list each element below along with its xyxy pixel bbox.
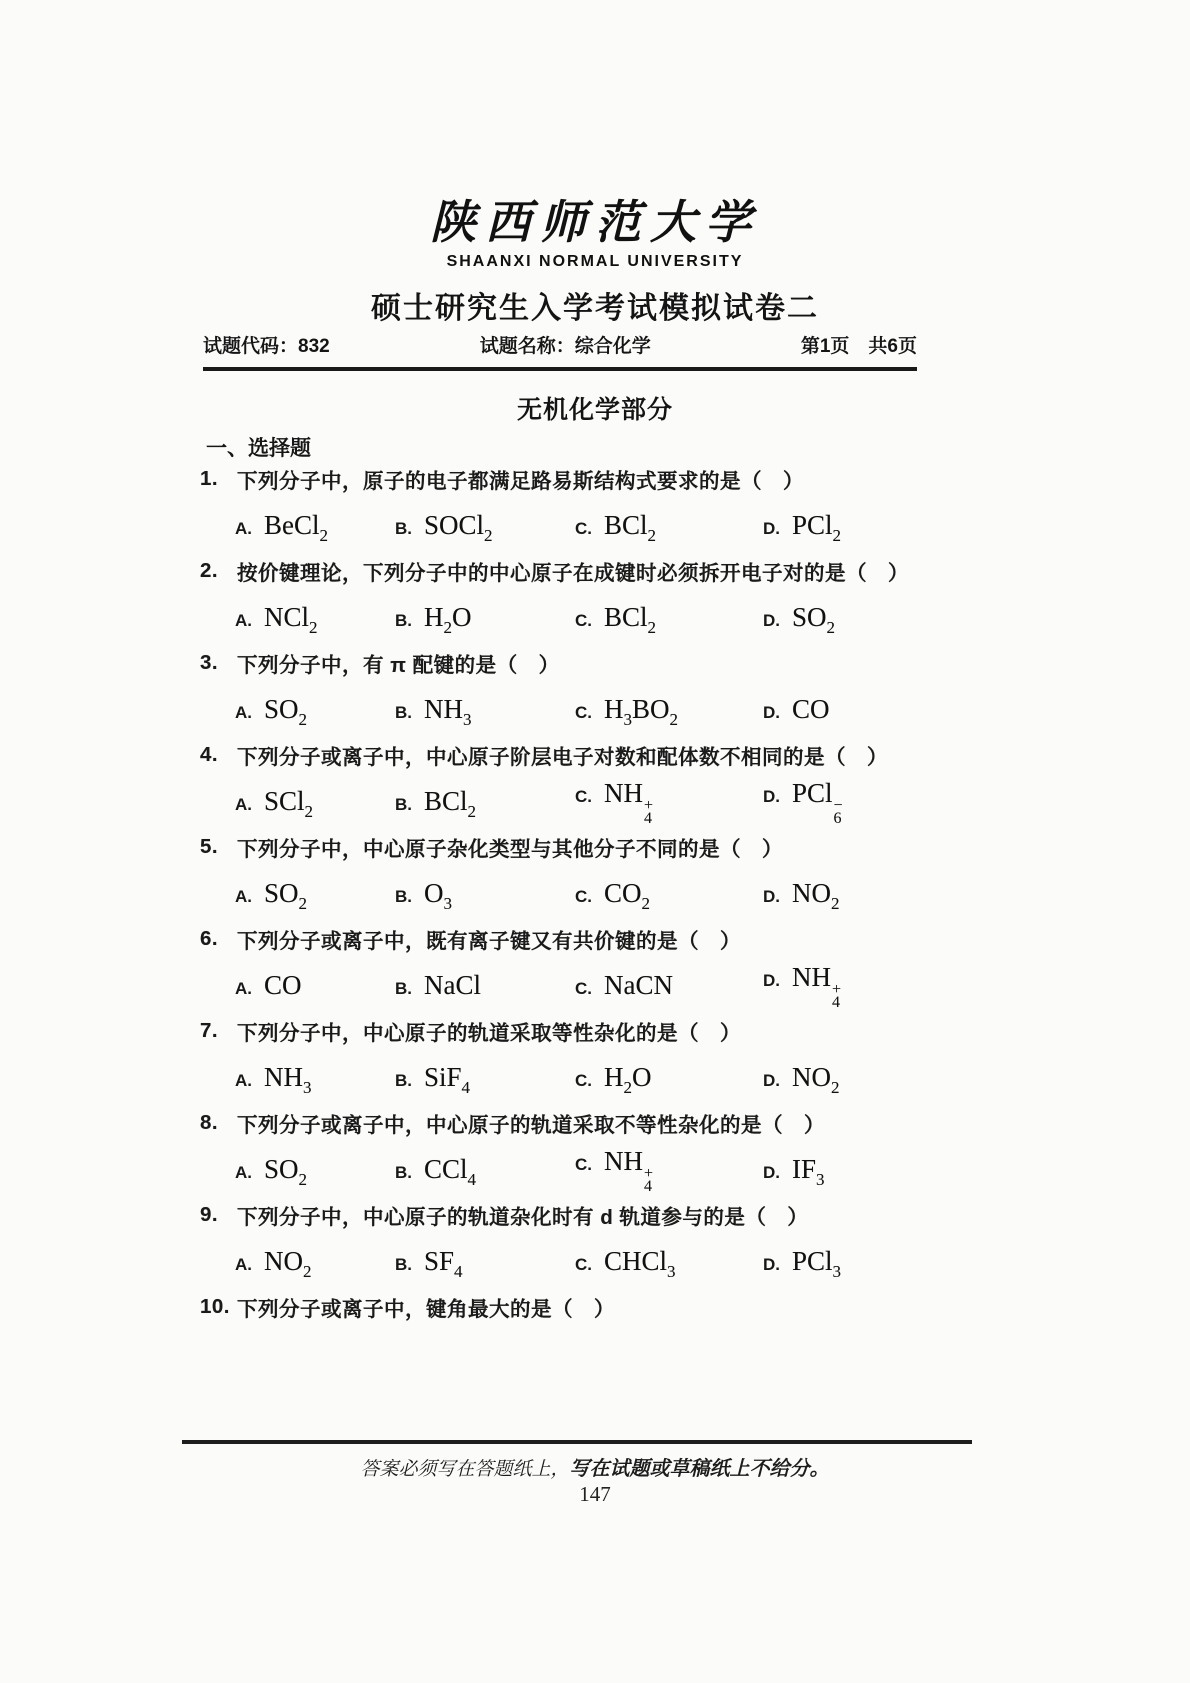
option-row [200, 686, 1000, 732]
option-row [200, 1145, 1000, 1195]
option-formula: PCl$_3$ [792, 1245, 842, 1281]
option-label: B. [395, 794, 412, 814]
option [235, 601, 395, 637]
question-stem: 按价键理论，下列分子中的中心原子在成键时必须拆开电子对的是（ ） [237, 562, 909, 585]
option-formula: SiF$_4$ [424, 1061, 471, 1097]
option-formula: $SO_2$ [264, 877, 308, 913]
option-label: B. [395, 702, 412, 722]
option-label: B. [395, 1070, 412, 1090]
option-label: B. [395, 886, 412, 906]
option-formula: SOCl$_2$ [424, 509, 493, 545]
question-block [200, 824, 1000, 916]
paper-name: 试题名称：综合化学 [479, 336, 651, 357]
option [235, 693, 395, 729]
question-text [200, 1100, 1000, 1146]
option-formula: $NO_2$ [264, 1245, 312, 1281]
question-number: 4. [200, 743, 219, 766]
university-logo-english: SHAANXI NORMAL UNIVERSITY [446, 253, 744, 270]
question-stem: 下列分子或离子中，中心原子的轨道采取不等性杂化的是（ ） [237, 1114, 825, 1137]
option-label: C. [575, 610, 592, 630]
option-row [200, 870, 1000, 916]
option [575, 778, 763, 825]
option [575, 970, 763, 1001]
university-logo-chinese: 陕西师范大学 [430, 195, 760, 249]
option-row [200, 1054, 1000, 1100]
question-stem: 下列分子中，中心原子的轨道采取等性杂化的是（ ） [237, 1022, 741, 1045]
option-label: B. [395, 518, 412, 538]
question-number: 1. [200, 467, 219, 490]
option-formula: $NO_2$ [792, 1061, 840, 1097]
option-label: C. [575, 1070, 592, 1090]
question-stem: 下列分子中，有 π 配键的是（ ） [237, 654, 560, 677]
paper-title: 硕士研究生入学考试模拟试卷二 [371, 292, 819, 325]
option-row [200, 777, 1000, 827]
option [575, 877, 763, 913]
footer-note-bold: 写在试题或草稿纸上不给分。 [569, 1458, 830, 1480]
question-text [200, 640, 1000, 686]
option-formula: $SO_2$ [264, 1153, 308, 1189]
option-row [200, 1238, 1000, 1284]
option [235, 785, 395, 821]
question-stem: 下列分子或离子中，键角最大的是（ ） [237, 1298, 615, 1321]
option-formula: BCl$_2$ [604, 601, 657, 637]
option [395, 601, 575, 637]
option-formula: NaCl [424, 969, 481, 1000]
option-label: A. [235, 1070, 252, 1090]
option-label: C. [575, 1254, 592, 1274]
option-formula: PCl$_2$ [792, 509, 842, 545]
paper-page-indicator: 第1页 共6页 [800, 336, 917, 357]
option-label: D. [763, 786, 780, 806]
option [235, 877, 395, 913]
option-label: A. [235, 886, 252, 906]
option-formula: NH + 4 [604, 777, 654, 827]
option-formula: $NH_3$ [424, 693, 472, 729]
option [575, 509, 763, 545]
option-formula: CCl$_4$ [424, 1153, 477, 1189]
option-formula: BCl$_2$ [424, 785, 477, 821]
option-row [200, 961, 1000, 1011]
question-number: 10. [200, 1295, 230, 1318]
question-text [200, 1008, 1000, 1054]
question-text [200, 456, 1000, 502]
option-formula: NCl$_2$ [264, 601, 318, 637]
question-block [200, 1008, 1000, 1100]
question-stem: 下列分子或离子中，中心原子阶层电子对数和配体数不相同的是（ ） [237, 746, 888, 769]
option-formula: $CO_2$ [604, 877, 651, 913]
option [395, 785, 575, 821]
option-label: B. [395, 978, 412, 998]
option-label: C. [575, 702, 592, 722]
question-text [200, 548, 1000, 594]
footer-note-plain: 答案必须写在答题纸上， [360, 1459, 570, 1480]
option [235, 1153, 395, 1189]
option [763, 601, 836, 637]
option [763, 877, 840, 913]
option-row [200, 502, 1000, 548]
option [395, 1245, 575, 1281]
option [763, 1061, 840, 1097]
option-formula: PCl − 6 [792, 777, 843, 827]
question-text [200, 1284, 1000, 1330]
question-text [200, 732, 1000, 778]
option [763, 1245, 842, 1281]
question-number: 9. [200, 1203, 219, 1226]
question-block [200, 1284, 1000, 1330]
option [763, 694, 830, 725]
option-label: C. [575, 518, 592, 538]
option [235, 509, 395, 545]
option-formula: $SO_2$ [792, 601, 836, 637]
section-title: 无机化学部分 [516, 396, 673, 424]
option-label: C. [575, 978, 592, 998]
option-label: A. [235, 610, 252, 630]
option [575, 1146, 763, 1193]
option-label: C. [575, 786, 592, 806]
option-formula: CHCl$_3$ [604, 1245, 676, 1281]
option [235, 1245, 395, 1281]
option-formula: CO [264, 969, 302, 1000]
question-number: 2. [200, 559, 219, 582]
option-formula: $H_2O$ [424, 601, 472, 637]
option-label: B. [395, 610, 412, 630]
option-label: A. [235, 1162, 252, 1182]
option-label: A. [235, 702, 252, 722]
question-number: 6. [200, 927, 219, 950]
option [763, 962, 841, 1009]
option-formula: NaCN [604, 969, 673, 1000]
option-label: D. [763, 702, 780, 722]
option-label: B. [395, 1254, 412, 1274]
option [763, 509, 842, 545]
question-block [200, 732, 1000, 827]
question-number: 5. [200, 835, 219, 858]
option-formula: SCl$_2$ [264, 785, 314, 821]
footer-divider [182, 1440, 972, 1444]
option-row [200, 594, 1000, 640]
question-stem: 下列分子或离子中，既有离子键又有共价键的是（ ） [237, 930, 741, 953]
option [395, 509, 575, 545]
option [235, 1061, 395, 1097]
paper-meta-row [203, 331, 917, 371]
university-logo [200, 186, 990, 271]
question-block [200, 1192, 1000, 1284]
option-label: C. [575, 886, 592, 906]
option-label: D. [763, 1254, 780, 1274]
option-label: A. [235, 978, 252, 998]
question-block [200, 548, 1000, 640]
paper-code: 试题代码：832 [203, 336, 330, 357]
option-formula: NH + 4 [604, 1145, 654, 1195]
option [575, 693, 763, 729]
option-formula: BeCl$_2$ [264, 509, 329, 545]
question-stem: 下列分子中，中心原子的轨道杂化时有 d 轨道参与的是（ ） [237, 1206, 809, 1229]
option-label: D. [763, 970, 780, 990]
option [395, 970, 575, 1001]
question-list [200, 456, 1000, 1330]
option [395, 693, 575, 729]
option [235, 970, 395, 1001]
option [575, 1245, 763, 1281]
option-formula: CO [792, 693, 830, 724]
option-label: D. [763, 1070, 780, 1090]
option-formula: $O_3$ [424, 877, 452, 913]
option-formula: NH + 4 [792, 961, 842, 1011]
question-number: 3. [200, 651, 219, 674]
option-label: D. [763, 518, 780, 538]
part-title: 一、选择题 [206, 437, 311, 460]
question-block [200, 916, 1000, 1011]
question-text [200, 1192, 1000, 1238]
option-formula: $SF_4$ [424, 1245, 463, 1281]
question-stem: 下列分子中，中心原子杂化类型与其他分子不同的是（ ） [237, 838, 783, 861]
question-block [200, 456, 1000, 548]
option-formula: BCl$_2$ [604, 509, 657, 545]
option [395, 877, 575, 913]
page-number: 147 [579, 1482, 611, 1506]
option-formula: $H_3BO_2$ [604, 693, 679, 729]
option-label: D. [763, 886, 780, 906]
option-formula: $NH_3$ [264, 1061, 312, 1097]
option-label: D. [763, 1162, 780, 1182]
option [763, 1153, 825, 1189]
option [395, 1061, 575, 1097]
option-label: D. [763, 610, 780, 630]
option-label: A. [235, 518, 252, 538]
option-formula: $IF_3$ [792, 1153, 825, 1189]
option-label: C. [575, 1154, 592, 1174]
option-formula: $H_2O$ [604, 1061, 652, 1097]
question-text [200, 916, 1000, 962]
option-formula: $NO_2$ [792, 877, 840, 913]
option [575, 1061, 763, 1097]
option [575, 601, 763, 637]
option-label: A. [235, 1254, 252, 1274]
option-label: B. [395, 1162, 412, 1182]
footer-note [0, 1452, 1190, 1481]
option [763, 778, 843, 825]
option-formula: $SO_2$ [264, 693, 308, 729]
question-block [200, 640, 1000, 732]
option-label: A. [235, 794, 252, 814]
question-text [200, 824, 1000, 870]
question-number: 8. [200, 1111, 219, 1134]
question-number: 7. [200, 1019, 219, 1042]
option [395, 1153, 575, 1189]
question-stem: 下列分子中，原子的电子都满足路易斯结构式要求的是（ ） [237, 470, 804, 493]
question-block [200, 1100, 1000, 1195]
